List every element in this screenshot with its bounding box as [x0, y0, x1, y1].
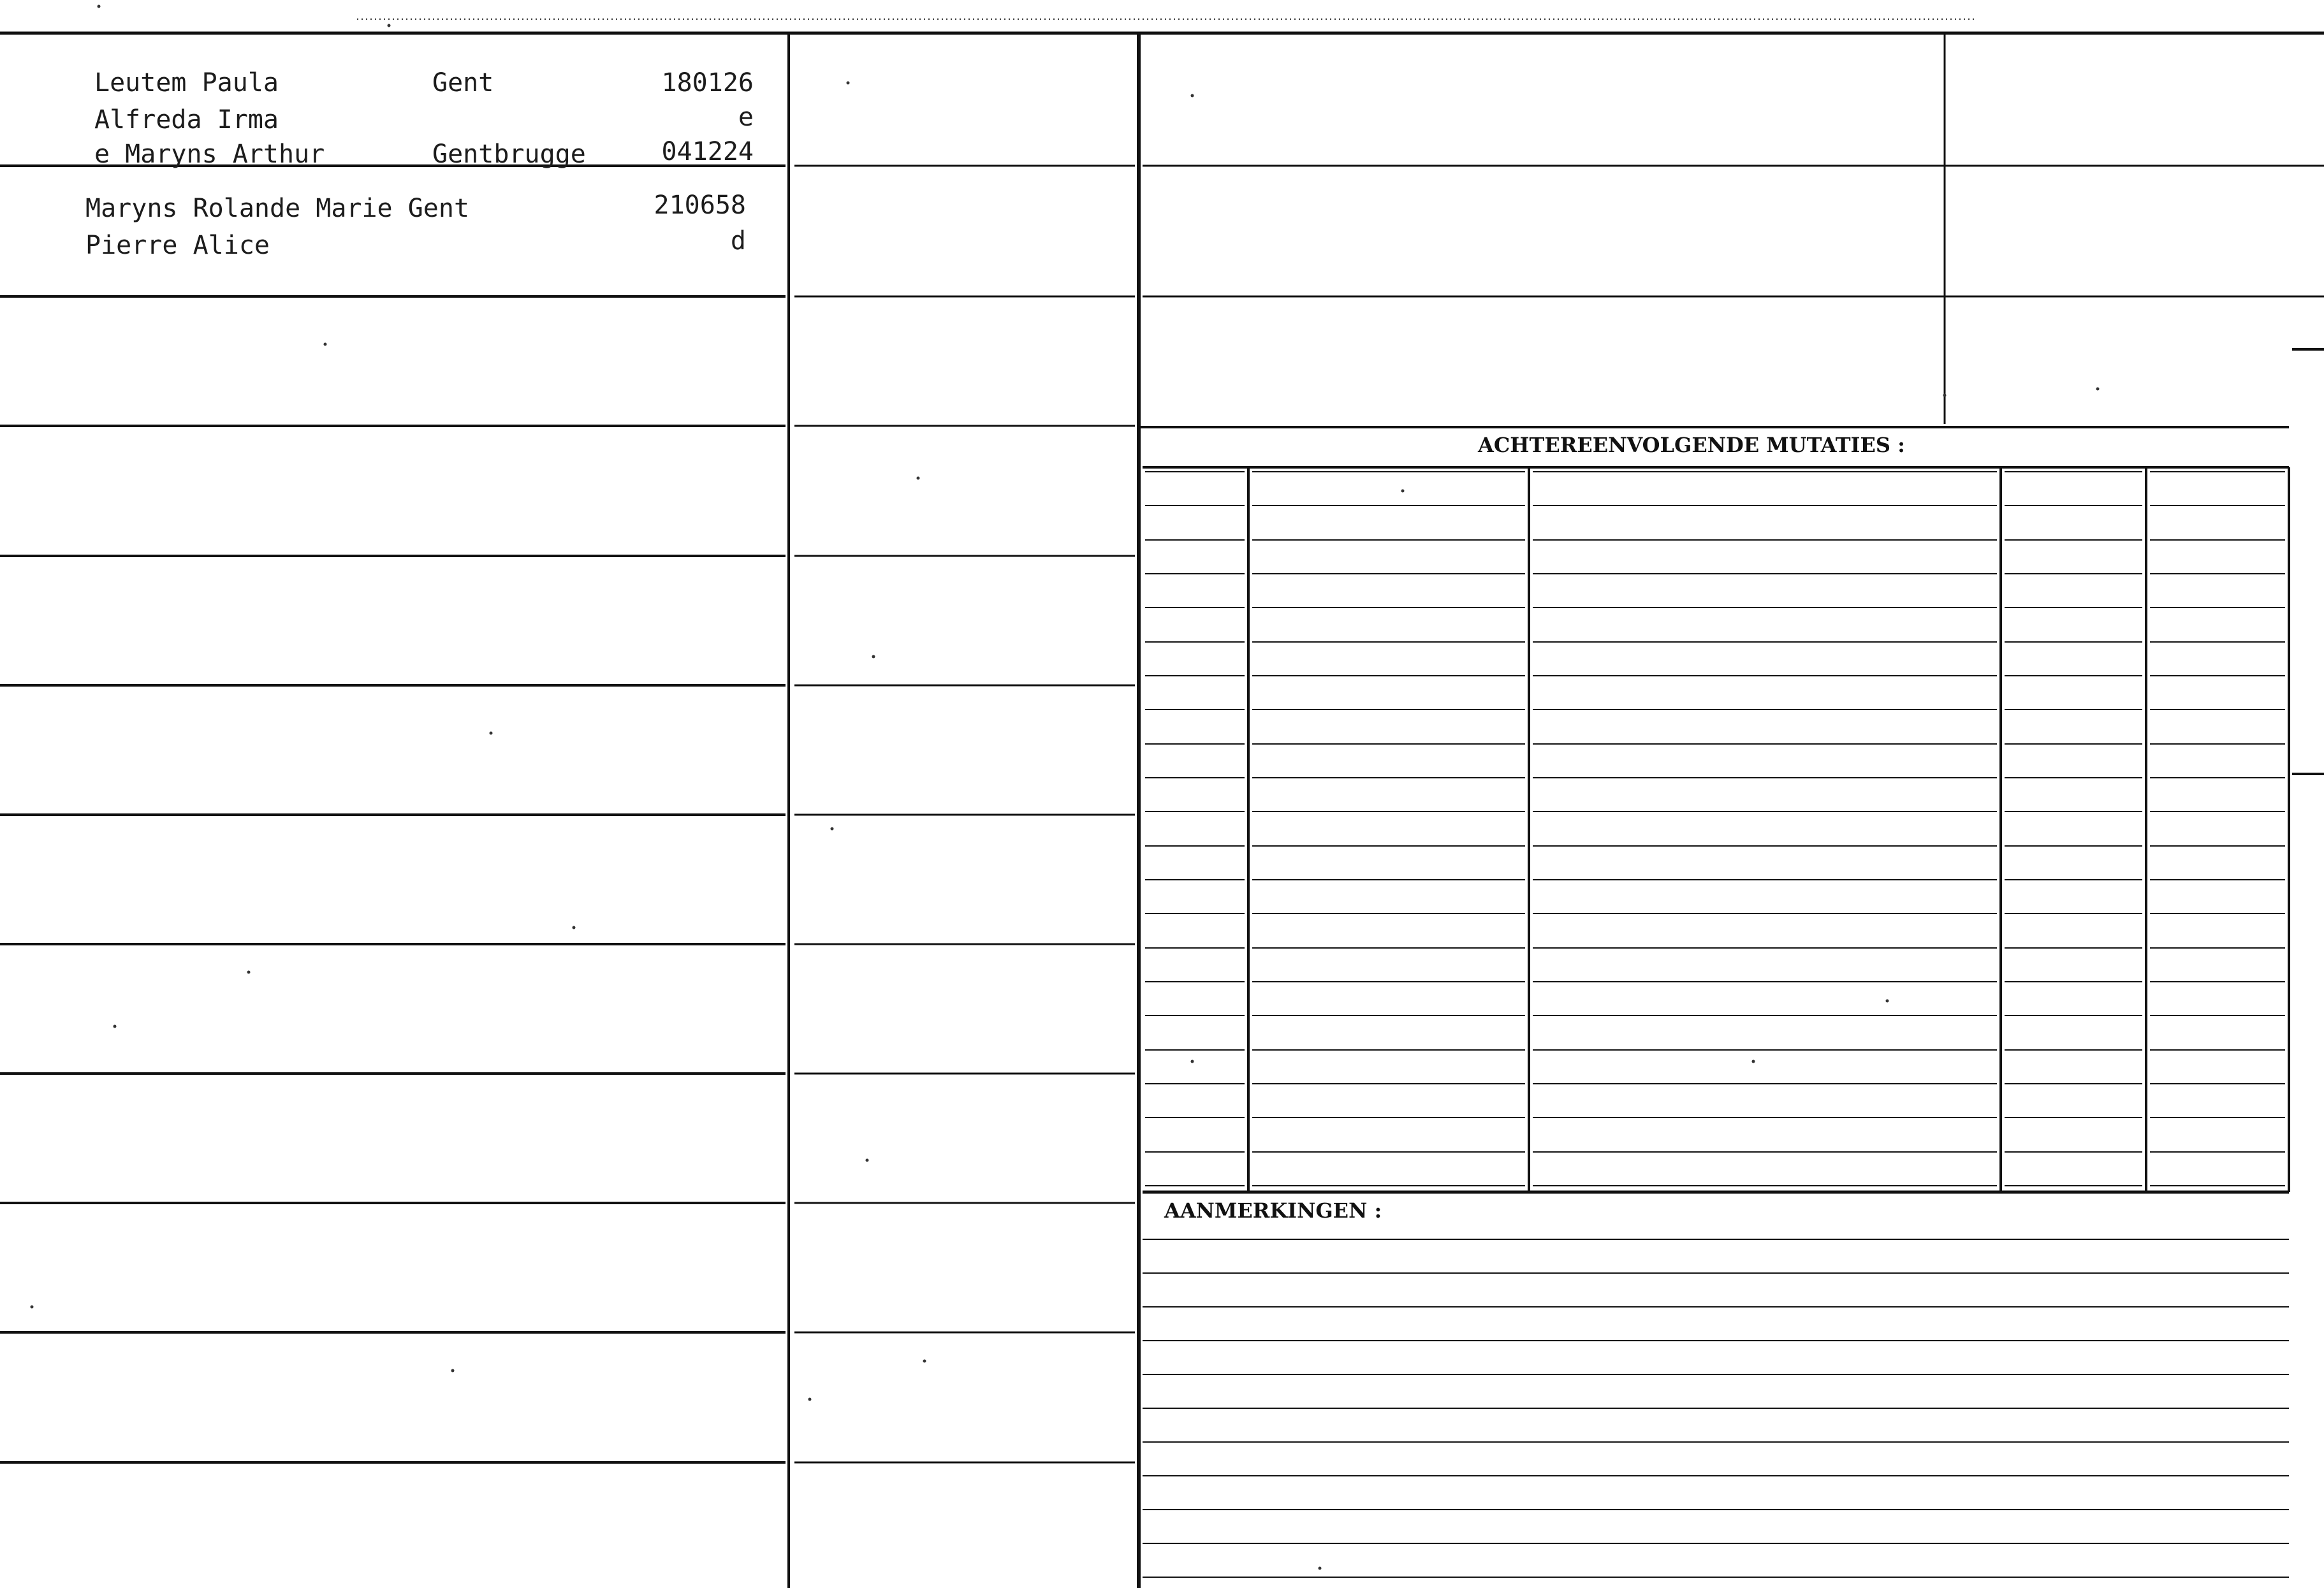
scan-speck: [1752, 1060, 1755, 1063]
person-1-code-1: 180126: [661, 68, 754, 98]
person-2-code-2: d: [730, 226, 746, 256]
scan-speck: [1401, 490, 1405, 493]
scan-speck: [2096, 388, 2100, 391]
scan-speck: [808, 1398, 812, 1401]
scan-speck: [451, 1369, 455, 1373]
scan-speck: [917, 477, 920, 480]
person-1-line-3: e Maryns Arthur: [94, 142, 325, 168]
scan-speck: [1191, 1060, 1194, 1063]
scan-speck: [1886, 1000, 1889, 1003]
scan-speck: [1319, 1567, 1322, 1570]
scan-speck: [847, 82, 850, 85]
person-2-code-1: 210658: [654, 191, 746, 220]
scan-speck: [98, 5, 101, 8]
scan-speck: [490, 732, 493, 735]
person-1-line-2: Alfreda Irma: [94, 105, 279, 135]
scan-speck: [113, 1025, 117, 1028]
scan-speck: [866, 1159, 869, 1162]
scan-speck: [388, 24, 391, 27]
scan-speck: [31, 1306, 34, 1309]
scan-speck: [324, 343, 327, 346]
scan-speck: [573, 926, 576, 929]
scan-speck: [1191, 94, 1194, 98]
person-1-code-3: 041224: [661, 137, 754, 166]
remarks-heading: AANMERKINGEN :: [1164, 1198, 1382, 1223]
scan-speck: [923, 1360, 926, 1363]
scan-speck: [831, 827, 834, 831]
person-2-line-1: Maryns Rolande Marie Gent: [85, 194, 470, 223]
scan-speck: [1943, 394, 1947, 397]
scan-speck: [247, 971, 251, 974]
person-1-line-1: Leutem Paula: [94, 68, 279, 98]
person-1-birthplace: Gent: [432, 68, 494, 98]
mutations-heading: ACHTEREENVOLGENDE MUTATIES :: [1478, 433, 1905, 457]
person-1-code-2: e: [738, 103, 754, 132]
scan-speck: [872, 655, 875, 659]
person-1-place-3: Gentbrugge: [432, 142, 586, 168]
person-2-line-2: Pierre Alice: [85, 231, 270, 260]
